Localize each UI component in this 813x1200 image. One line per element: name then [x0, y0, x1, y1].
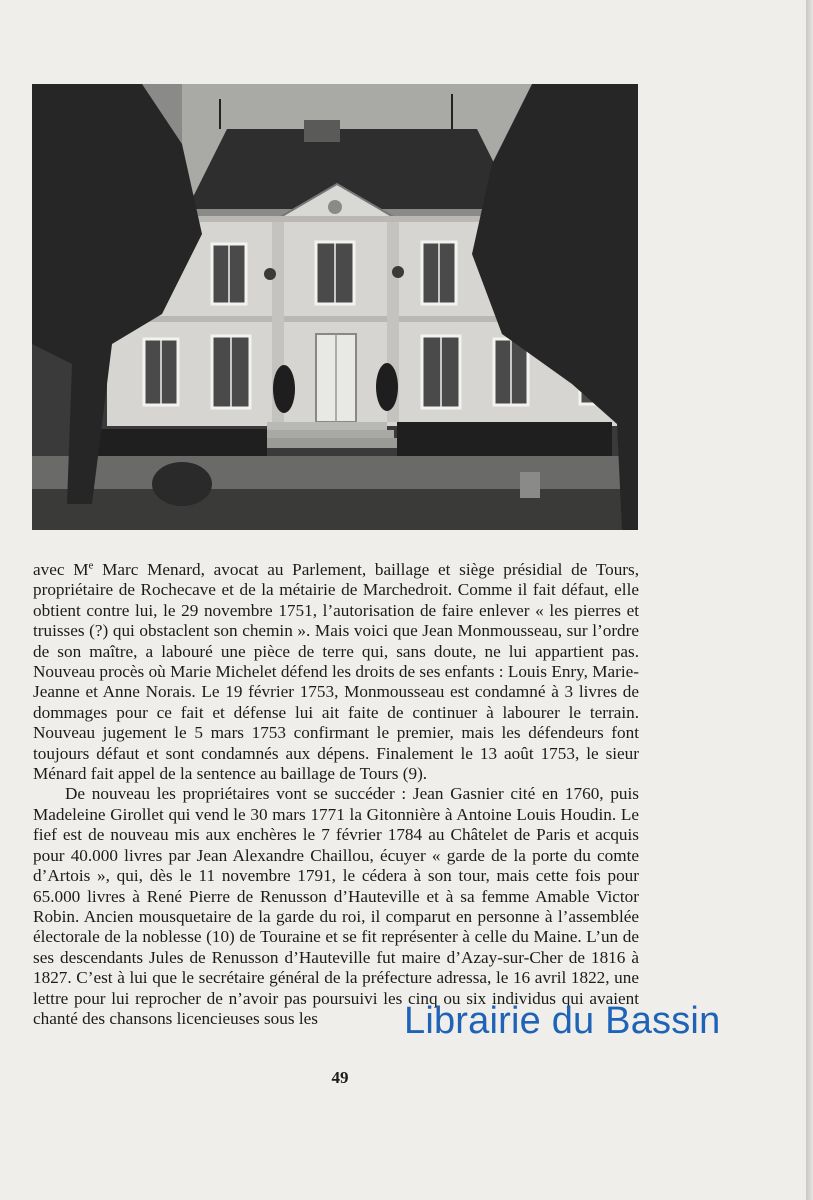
chateau-photograph [32, 84, 638, 530]
watermark-text: Librairie du Bassin [404, 1000, 721, 1042]
paragraph-1-lead: avec M [33, 560, 89, 579]
paragraph-2: De nouveau les propriétaires vont se succéder : Jean Gasnier cité en 1760, puis Madeleine Girollet qui vend le 30 mars 1771 la Gitonnière à Antoine Louis Houdin. Le fief est de nouveau mis aux enchères le 7 février 1784 au Châtelet de Paris et acquis pour 40.000 livres par Jean Alexandre Chaillou, écuyer « garde de la porte du comte d’Artois », qui, dès le 11 novembre 1791, le cédera à son tour, mais cette fois pour 65.000 livres à René Pierre de Renusson d’Hauteville et à sa femme Amable Victor Robin. Ancien mousquetaire de la garde du roi, il comparut en personne à l’assemblée électorale de la noblesse (10) de Touraine et se fit représenter à celle du Maine. L’un de ses descendants Jules de Renusson d’Hauteville fut maire d’Azay-sur-Cher de 1816 à 1827. C’est à lui que le secrétaire général de la préfecture adressa, le 16 avril 1822, une lettre pour lui reprocher de n’avoir pas poursuivi les cinq ou six individus qui avaient chanté des chansons licencieuses sous les [33, 784, 639, 1028]
page-number: 49 [331, 1068, 349, 1087]
paragraph-1 [33, 560, 639, 784]
page-edge [806, 0, 813, 1200]
body-text [33, 560, 639, 1029]
chateau-photo-illustration [32, 84, 638, 530]
superscript-e: e [88, 559, 94, 572]
paragraph-1-body: Marc Menard, avocat au Parlement, baillage et siège présidial de Tours, propriétaire de Rochecave et de la métairie de Marchedroit. Comme il fait défaut, elle obtient contre lui, le 29 novembre 1751, l’autorisation de faire enlever « les pierres et truisses (?) qui obstaclent son chemin ». Mais voici que Jean Monmousseau, sur l’ordre de son maître, a labouré une pièce de terre qui, sans doute, ne lui appartient pas. Nouveau procès où Marie Michelet défend les droits de ses enfants : Louis Enry, Marie-Jeanne et Anne Norais. Le 19 février 1753, Monmousseau est condamné à 3 livres de dommages pour ce fait et défense lui ait faite de continuer à labourer le terrain. Nouveau jugement le 5 mars 1753 confirmant le premier, mais les défendeurs font toujours défaut et sont condamnés aux dépens. Finalement le 13 août 1753, le sieur Ménard fait appel de la sentence au baillage de Tours (9). [33, 560, 640, 784]
